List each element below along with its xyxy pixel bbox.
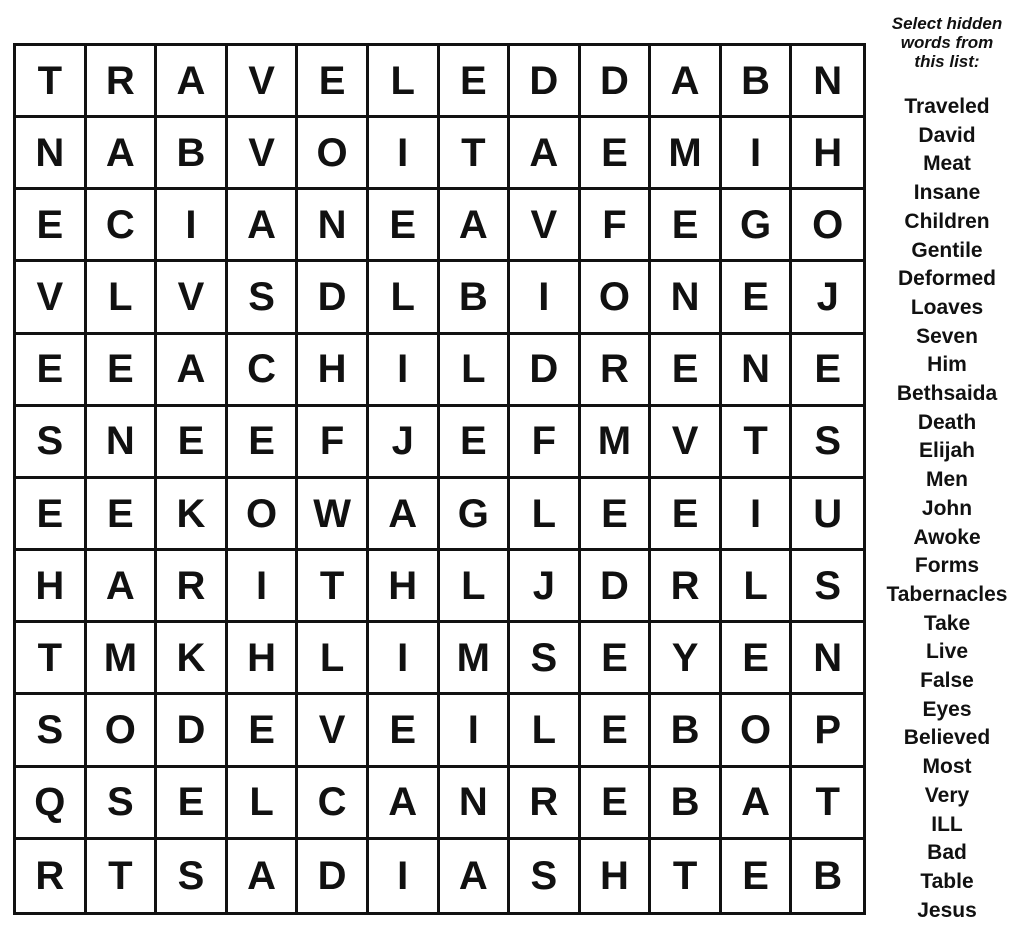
grid-cell[interactable]: O [87,695,158,767]
grid-cell[interactable]: H [369,551,440,623]
word-list-item: Take [923,611,971,635]
grid-cell[interactable]: V [228,118,299,190]
grid-cell[interactable]: M [581,407,652,479]
grid-cell[interactable]: E [792,335,863,407]
grid-cell[interactable]: C [87,190,158,262]
grid-cell[interactable]: M [440,623,511,695]
grid-cell[interactable]: F [298,407,369,479]
grid-cell[interactable]: E [651,190,722,262]
grid-cell[interactable]: E [87,335,158,407]
grid-cell[interactable]: D [298,840,369,912]
grid-cell[interactable]: L [369,262,440,334]
grid-cell[interactable]: F [581,190,652,262]
grid-cell[interactable]: E [369,190,440,262]
grid-cell[interactable]: M [87,623,158,695]
grid-cell[interactable]: O [581,262,652,334]
word-list-item: Tabernacles [886,582,1008,606]
word-list-item: Loaves [910,295,984,319]
grid-cell[interactable]: D [581,46,652,118]
grid-cell[interactable]: E [228,407,299,479]
grid-cell[interactable]: E [157,407,228,479]
grid-cell[interactable]: N [651,262,722,334]
grid-cell[interactable]: J [369,407,440,479]
grid-cell[interactable]: E [581,118,652,190]
letter-grid [13,43,866,915]
grid-cell[interactable]: E [722,623,793,695]
grid-cell[interactable]: S [228,262,299,334]
grid-cell[interactable]: W [298,479,369,551]
grid-cell[interactable]: C [298,768,369,840]
word-list-item: Insane [913,181,981,205]
grid-cell[interactable]: I [722,118,793,190]
word-list-item: Gentile [911,238,983,262]
grid-cell[interactable]: U [792,479,863,551]
grid-cell[interactable]: T [298,551,369,623]
word-list-item: Awoke [913,525,981,549]
grid-cell[interactable]: I [510,262,581,334]
grid-cell[interactable]: S [792,407,863,479]
grid-cell[interactable]: C [228,335,299,407]
word-list-item: Men [926,468,968,492]
grid-cell[interactable]: K [157,479,228,551]
grid-cell[interactable]: N [87,407,158,479]
grid-cell[interactable]: L [298,623,369,695]
grid-cell[interactable]: D [298,262,369,334]
grid-cell[interactable]: I [228,551,299,623]
grid-cell[interactable]: S [157,840,228,912]
grid-cell[interactable]: R [157,551,228,623]
grid-cell[interactable]: I [722,479,793,551]
grid-cell[interactable]: S [510,840,581,912]
grid-cell[interactable]: T [16,46,87,118]
grid-cell[interactable]: A [87,118,158,190]
grid-cell[interactable]: A [369,479,440,551]
grid-cell[interactable]: H [298,335,369,407]
grid-cell[interactable]: B [440,262,511,334]
word-list-item: Very [924,783,970,807]
grid-cell[interactable]: N [722,335,793,407]
grid-cell[interactable]: R [87,46,158,118]
grid-cell[interactable]: E [157,768,228,840]
word-list-item: Live [925,640,969,664]
grid-cell[interactable]: H [228,623,299,695]
grid-cell[interactable]: L [722,551,793,623]
grid-cell[interactable]: A [440,840,511,912]
word-list-item: David [918,123,976,147]
word-list-title: Select hidden words from this list: [891,14,1003,71]
grid-cell[interactable]: H [16,551,87,623]
grid-cell[interactable]: I [369,335,440,407]
grid-cell[interactable]: J [792,262,863,334]
grid-cell[interactable]: V [16,262,87,334]
grid-cell[interactable]: I [440,695,511,767]
grid-cell[interactable]: T [87,840,158,912]
grid-cell[interactable]: E [581,479,652,551]
grid-cell[interactable]: O [792,190,863,262]
grid-cell[interactable]: S [16,695,87,767]
grid-cell[interactable]: T [722,407,793,479]
word-list-item: Traveled [904,95,990,118]
grid-cell[interactable]: I [157,190,228,262]
grid-cell[interactable]: A [440,190,511,262]
grid-cell[interactable]: D [157,695,228,767]
grid-cell[interactable]: Q [16,768,87,840]
grid-cell[interactable]: D [510,335,581,407]
grid-cell[interactable]: A [157,335,228,407]
grid-cell[interactable]: B [813,853,843,898]
grid-cell[interactable]: N [16,118,87,190]
grid-cell[interactable]: B [722,46,793,118]
grid-cell[interactable]: E [722,262,793,334]
grid-cell[interactable]: F [510,407,581,479]
grid-cell[interactable]: L [87,262,158,334]
grid-cell[interactable]: S [792,551,863,623]
grid-cell[interactable]: S [87,768,158,840]
grid-cell[interactable]: E [722,840,793,912]
grid-cell[interactable]: O [228,479,299,551]
grid-cell[interactable]: A [228,840,299,912]
word-list-item: Bad [927,841,967,865]
grid-cell[interactable]: A [510,118,581,190]
grid-cell[interactable]: R [510,768,581,840]
grid-cell[interactable]: O [298,118,369,190]
grid-cell[interactable]: N [440,768,511,840]
grid-cell[interactable]: T [16,623,87,695]
grid-cell[interactable]: V [298,695,369,767]
grid-cell[interactable]: L [369,46,440,118]
grid-cell[interactable]: G [440,479,511,551]
grid-cell[interactable]: L [440,335,511,407]
grid-cell[interactable]: Y [651,623,722,695]
grid-cell[interactable]: T [440,118,511,190]
grid-cell[interactable]: B [651,768,722,840]
word-list-item: Eyes [922,697,972,721]
grid-cell[interactable]: A [722,768,793,840]
grid-cell[interactable]: L [510,695,581,767]
grid-cell[interactable]: J [510,551,581,623]
grid-cell[interactable]: E [581,695,652,767]
grid-cell[interactable]: O [722,695,793,767]
grid-cell[interactable]: S [510,623,581,695]
word-list-item: False [920,669,974,693]
grid-cell[interactable]: M [651,118,722,190]
word-list-item: Him [927,353,967,377]
grid-cell[interactable]: E [369,695,440,767]
grid-cell[interactable]: B [651,695,722,767]
grid-cell[interactable]: D [581,551,652,623]
grid-cell[interactable]: I [369,840,440,912]
grid-cell[interactable]: A [87,551,158,623]
word-list-item: Bethsaida [896,382,998,406]
grid-cell[interactable]: L [228,768,299,840]
grid-cell[interactable]: L [510,479,581,551]
grid-cell[interactable]: R [16,840,87,912]
word-list-item: Seven [916,324,978,348]
grid-cell[interactable]: T [792,768,863,840]
grid-cell[interactable]: A [369,768,440,840]
grid-cell[interactable]: S [16,407,87,479]
grid-cell[interactable]: N [792,623,863,695]
grid-cell[interactable]: H [581,840,652,912]
grid-cell[interactable]: N [792,46,863,118]
word-list-item: Believed [903,726,991,750]
grid-cell[interactable]: V [510,190,581,262]
word-list [872,93,1022,925]
grid-cell[interactable]: I [369,118,440,190]
grid-cell[interactable]: R [581,335,652,407]
grid-cell[interactable]: V [228,46,299,118]
grid-cell[interactable]: L [440,551,511,623]
word-list-item: Table [920,869,974,893]
word-list-item: ILL [931,812,963,836]
word-list-item: Jesus [917,898,977,922]
grid-cell[interactable]: E [228,695,299,767]
grid-cell[interactable]: P [792,695,863,767]
word-list-panel [872,10,1022,925]
word-list-item: Death [917,410,977,434]
grid-cell[interactable]: H [792,118,863,190]
grid-cell[interactable]: E [440,46,511,118]
word-list-item: Most [922,755,972,779]
grid-cell[interactable]: K [157,623,228,695]
grid-cell[interactable]: N [298,190,369,262]
grid-cell[interactable]: E [87,479,158,551]
grid-cell[interactable]: E [581,623,652,695]
grid-cell[interactable]: E [440,407,511,479]
word-list-item: Elijah [918,439,976,463]
grid-cell[interactable]: A [157,46,228,118]
grid-cell[interactable]: A [651,46,722,118]
grid-cell[interactable]: R [651,551,722,623]
word-list-item: Children [904,209,990,233]
grid-cell[interactable]: E [16,479,87,551]
grid-cell[interactable]: E [16,190,87,262]
grid-cell[interactable]: G [722,190,793,262]
grid-cell[interactable]: D [510,46,581,118]
word-list-item: Forms [914,554,980,578]
grid-cell[interactable]: E [651,479,722,551]
grid-cell[interactable]: V [157,262,228,334]
word-list-item: Deformed [897,267,997,291]
word-list-item: John [921,496,973,520]
grid-cell[interactable]: E [298,46,369,118]
grid-cell[interactable]: E [581,768,652,840]
grid-cell[interactable]: I [369,623,440,695]
word-list-item: Meat [923,152,971,176]
grid-cell[interactable]: T [651,840,722,912]
grid-cell[interactable]: B [157,118,228,190]
grid-cell[interactable]: A [228,190,299,262]
grid-cell[interactable]: E [16,335,87,407]
grid-cell[interactable]: V [651,407,722,479]
grid-cell[interactable]: E [651,335,722,407]
